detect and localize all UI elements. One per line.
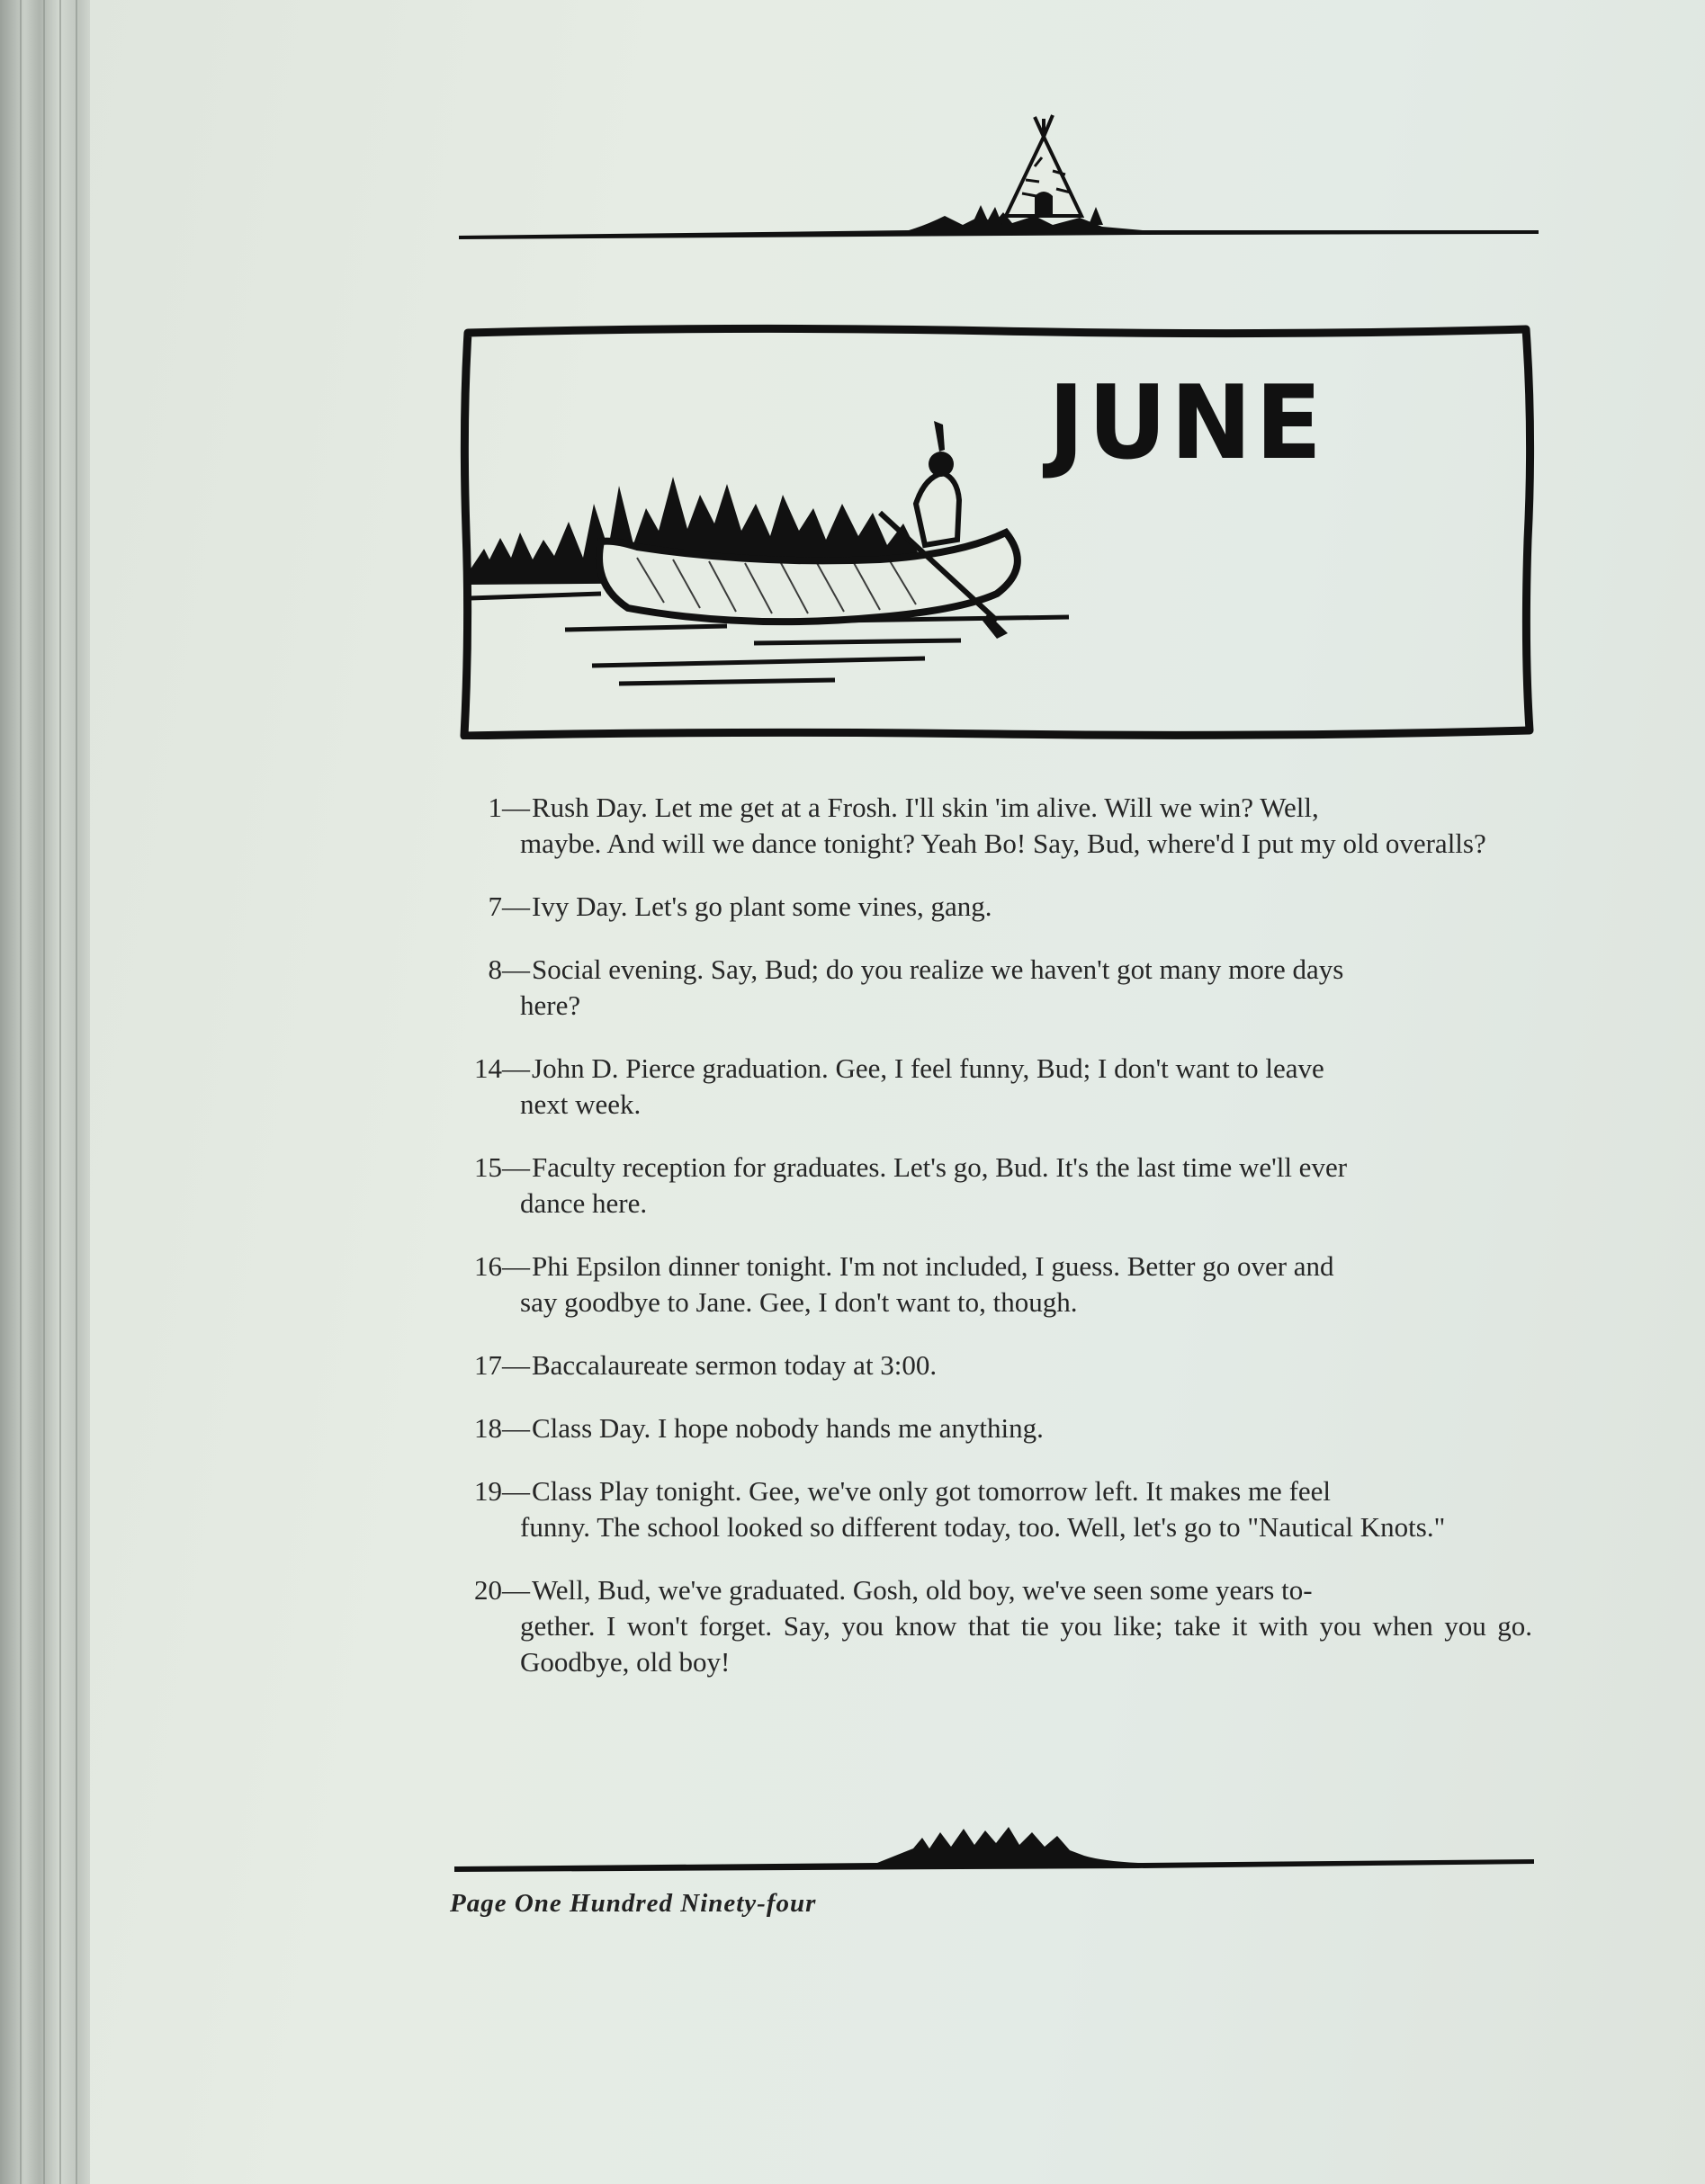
entry-text: Phi Epsilon dinner tonight. I'm not included, I guess. Better go over and: [532, 1250, 1334, 1282]
entry-day: 8: [488, 953, 502, 985]
entry-text-continued: next week.: [520, 1088, 642, 1120]
entry-text-continued: gether. I won't forget. Say, you know that tie you like; take it with you when you go. Goodbye, old boy!: [520, 1610, 1532, 1678]
entry-text: Well, Bud, we've graduated. Gosh, old boy, we've seen some years to-: [532, 1574, 1313, 1606]
entry-8: 8—Social evening. Say, Bud; do you realize we haven't got many more days here?: [457, 952, 1532, 1024]
diary-entries: [457, 790, 1532, 1707]
entry-day: 17: [474, 1349, 502, 1381]
entry-day: 18: [474, 1412, 502, 1444]
entry-text-continued: maybe. And will we dance tonight? Yeah Bo! Say, Bud, where'd I put my old overalls?: [520, 828, 1486, 859]
entry-18: 18—Class Day. I hope nobody hands me anything.: [457, 1410, 1532, 1446]
entry-text: Ivy Day. Let's go plant some vines, gang.: [532, 891, 992, 922]
entry-text-continued: funny. The school looked so different today, too. Well, let's go to "Nautical Knots.": [520, 1511, 1446, 1543]
entry-text: Class Play tonight. Gee, we've only got tomorrow left. It makes me feel: [532, 1475, 1332, 1507]
entry-20: 20—Well, Bud, we've graduated. Gosh, old boy, we've seen some years to- gether. I won't forget. Say, you know that tie you like; take it with you when you go. Goodbye, old boy!: [457, 1572, 1532, 1680]
entry-text-continued: say goodbye to Jane. Gee, I don't want to, though.: [520, 1286, 1078, 1318]
entry-19: 19—Class Play tonight. Gee, we've only got tomorrow left. It makes me feel funny. The school looked so different today, too. Well, let's go to "Nautical Knots.": [457, 1473, 1532, 1545]
page-number: Page One Hundred Ninety-four: [450, 1889, 817, 1918]
entry-text: Rush Day. Let me get at a Frosh. I'll skin 'im alive. Will we win? Well,: [532, 792, 1319, 823]
entry-14: 14—John D. Pierce graduation. Gee, I feel funny, Bud; I don't want to leave next week.: [457, 1051, 1532, 1123]
entry-15: 15—Faculty reception for graduates. Let's go, Bud. It's the last time we'll ever dance here.: [457, 1150, 1532, 1222]
month-title: JUNE: [1048, 363, 1326, 483]
book-edge: [0, 0, 99, 2184]
entry-text: Social evening. Say, Bud; do you realize we haven't got many more days: [532, 953, 1344, 985]
entry-text: Baccalaureate sermon today at 3:00.: [532, 1349, 938, 1381]
entry-text-continued: here?: [520, 989, 581, 1021]
entry-day: 16: [474, 1250, 502, 1282]
entry-1: 1—Rush Day. Let me get at a Frosh. I'll skin 'im alive. Will we win? Well, maybe. And will we dance tonight? Yeah Bo! Say, Bud, where'd I put my old overalls?: [457, 790, 1532, 862]
entry-day: 14: [474, 1052, 502, 1084]
entry-day: 7: [488, 891, 502, 922]
entry-text-continued: dance here.: [520, 1187, 648, 1219]
entry-16: 16—Phi Epsilon dinner tonight. I'm not included, I guess. Better go over and say goodbye to Jane. Gee, I don't want to, though.: [457, 1249, 1532, 1320]
entry-text: John D. Pierce graduation. Gee, I feel funny, Bud; I don't want to leave: [532, 1052, 1324, 1084]
yearbook-page: [90, 0, 1705, 2184]
tipi-ornament: [459, 81, 1539, 243]
entry-text: Faculty reception for graduates. Let's go, Bud. It's the last time we'll ever: [532, 1151, 1348, 1183]
entry-text: Class Day. I hope nobody hands me anything.: [532, 1412, 1044, 1444]
entry-17: 17—Baccalaureate sermon today at 3:00.: [457, 1347, 1532, 1383]
treeline-ornament: [454, 1813, 1534, 1875]
entry-day: 1: [488, 792, 502, 823]
entry-7: 7—Ivy Day. Let's go plant some vines, gang.: [457, 889, 1532, 925]
entry-day: 15: [474, 1151, 502, 1183]
entry-day: 19: [474, 1475, 502, 1507]
entry-day: 20: [474, 1574, 502, 1606]
